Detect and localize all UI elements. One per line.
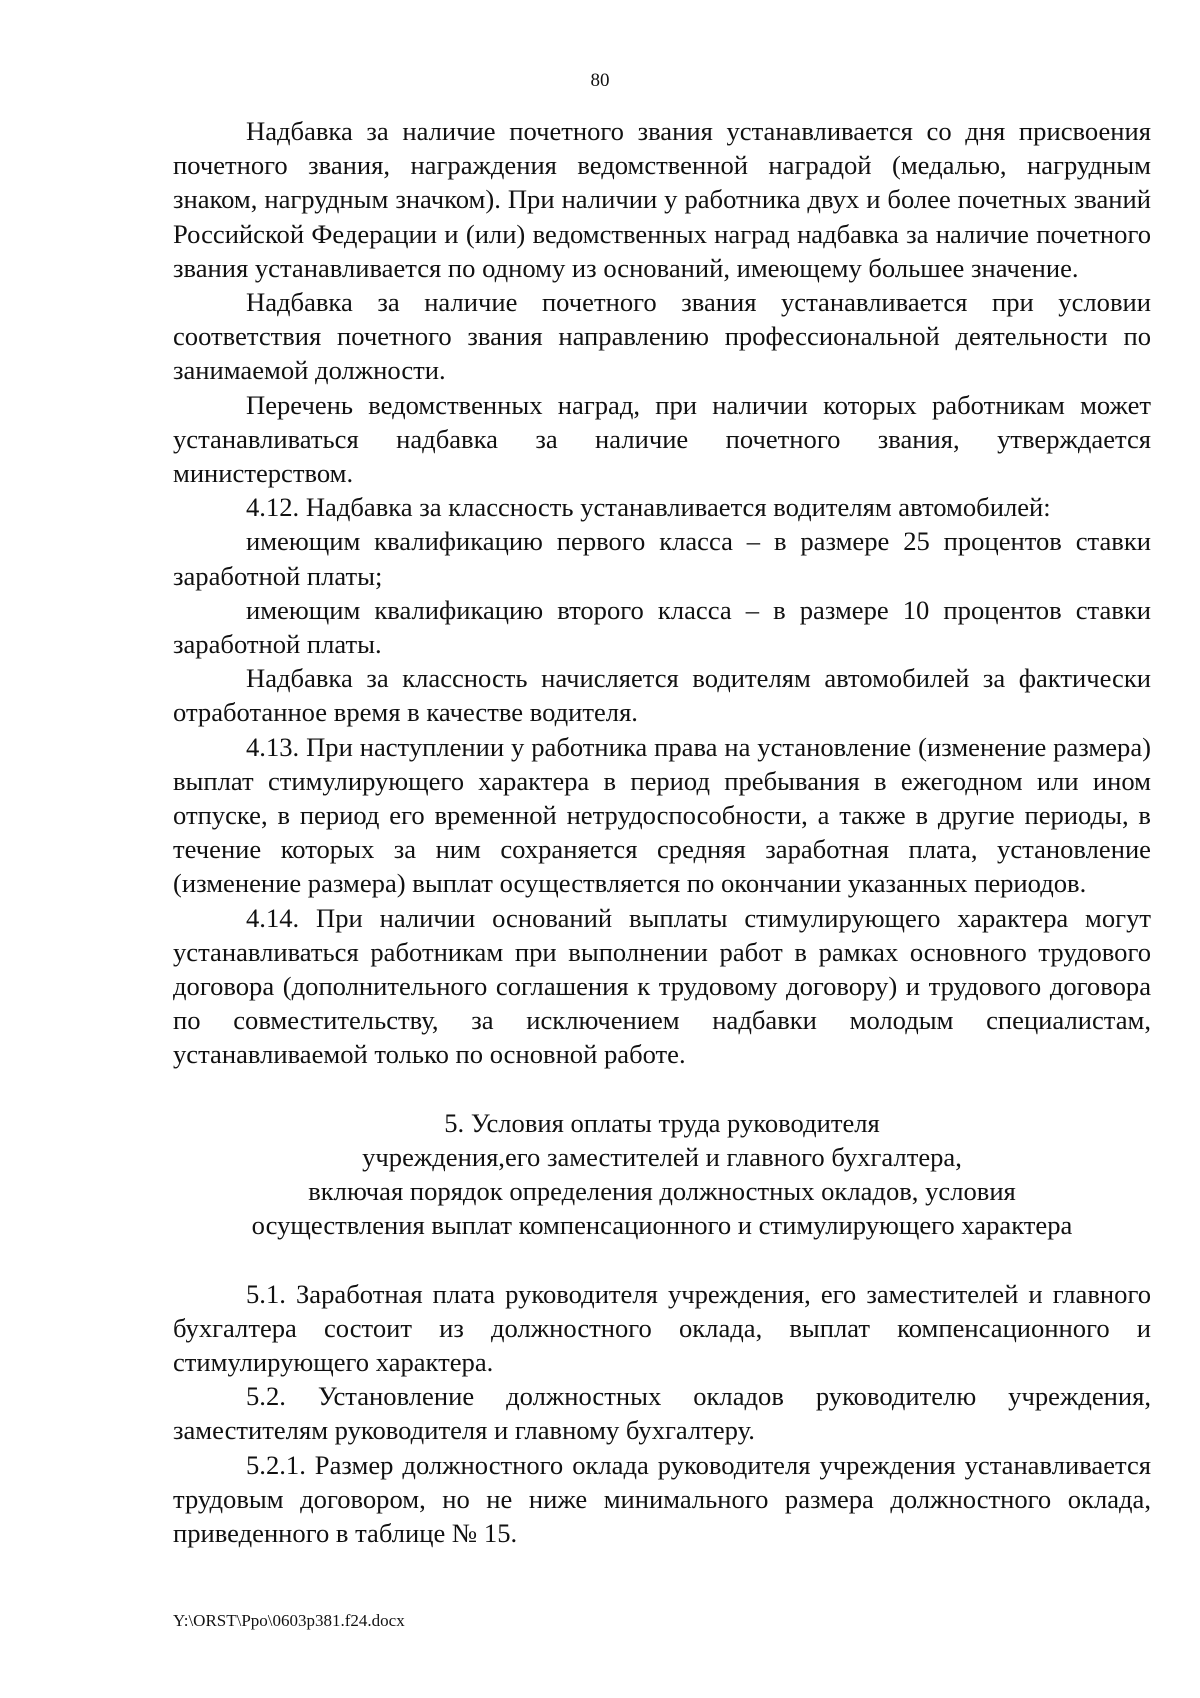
document-body [173,114,1151,1550]
paragraph: 4.12. Надбавка за классность устанавливается водителям автомобилей: [246,492,1051,523]
paragraph: 5.2. Установление должностных окладов руководителю учреждения, заместителям руководителя и главному бухгалтеру. [173,1381,1151,1446]
paragraph: Перечень ведомственных наград, при наличии которых работникам может устанавливаться надбавка за наличие почетного звания, утверждается министерством. [173,389,1151,489]
section-heading-line: 5. Условия оплаты труда руководителя [444,1107,880,1138]
paragraph: 5.1. Заработная плата руководителя учреждения, его заместителей и главного бухгалтера состоит из должностного оклада, выплат компенсационного и стимулирующего характера. [173,1278,1151,1377]
paragraph: Надбавка за наличие почетного звания устанавливается при условии соответствия почетного звания направлению профессиональной деятельности по занимаемой должности. [173,287,1151,386]
paragraph: Надбавка за классность начисляется водителям автомобилей за фактически отработанное время в качестве водителя. [173,663,1151,728]
footer-file-path: Y:\ORST\Ppo\0603p381.f24.docx [173,1611,405,1630]
section-heading-line: учреждения,его заместителей и главного бухгалтера, [362,1141,962,1172]
paragraph: 5.2.1. Размер должностного оклада руководителя учреждения устанавливается трудовым договором, но не ниже минимального размера должностного оклада, приведенного в таблице № 15. [173,1449,1151,1548]
paragraph: имеющим квалификацию второго класса – в размере 10 процентов ставки заработной платы. [173,594,1151,660]
page-number: 80 [590,70,610,91]
paragraph: 4.13. При наступлении у работника права на установление (изменение размера) выплат стимулирующего характера в период пребывания в ежегодном или ином отпуске, в период его временной нетрудоспособности, а также в другие периоды, в течение которых за ним сохраняется средняя заработная плата, установление (изменение размера) выплат осуществляется по окончании указанных периодов. [173,731,1151,899]
paragraph: имеющим квалификацию первого класса – в размере 25 процентов ставки заработной платы; [173,526,1151,591]
section-heading-line: включая порядок определения должностных окладов, условия [308,1176,1016,1207]
paragraph: Надбавка за наличие почетного звания устанавливается со дня присвоения почетного звания, награждения ведомственной наградой (медалью, нагрудным знаком, нагрудным значком). При наличии у работника двух и более почетных званий Российской Федерации и (или) ведомственных наград надбавка за наличие почетного звания устанавливается по одному из оснований, имеющему большее значение. [173,116,1151,283]
section-heading [173,1072,1151,1277]
section-heading-line: осуществления выплат компенсационного и стимулирующего характера [251,1210,1073,1241]
paragraph: 4.14. При наличии оснований выплаты стимулирующего характера могут устанавливаться работникам при выполнении работ в рамках основного трудового договора (дополнительного соглашения к трудовому договору) и трудового договора по совместительству, за исключением надбавки молодым специалистам, устанавливаемой только по основной работе. [173,902,1151,1070]
